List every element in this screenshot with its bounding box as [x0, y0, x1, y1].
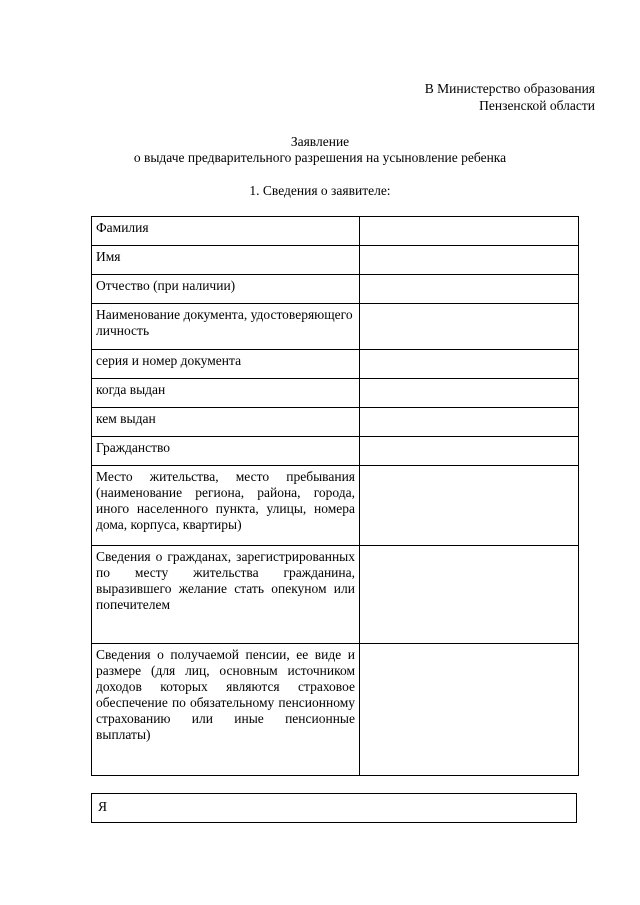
row-label-registered-persons: Сведения о гражданах, зарегистрированных по месту жительства гражданина, выразившего желание стать опекуном или попечителем: [92, 546, 360, 644]
table-row: [92, 379, 579, 408]
row-value-citizenship[interactable]: [360, 437, 579, 466]
addressee-block: [425, 80, 595, 114]
row-label-name: Имя: [92, 246, 360, 275]
table-row: [92, 546, 579, 644]
statement-field[interactable]: [91, 793, 577, 823]
row-label-series-number: серия и номер документа: [92, 350, 360, 379]
row-value-name[interactable]: [360, 246, 579, 275]
table-row: [92, 466, 579, 546]
addressee-line-1: В Министерство образования: [424, 81, 595, 96]
table-row: [92, 644, 579, 776]
applicant-info-table: [91, 216, 579, 776]
row-value-registered-persons[interactable]: [360, 546, 579, 644]
document-heading: [0, 134, 640, 166]
row-label-surname: Фамилия: [92, 217, 360, 246]
table-row: [92, 246, 579, 275]
row-label-issue-date: когда выдан: [92, 379, 360, 408]
row-value-issue-date[interactable]: [360, 379, 579, 408]
row-value-series-number[interactable]: [360, 350, 579, 379]
addressee-line-2: Пензенской области: [479, 98, 595, 113]
row-label-issued-by: кем выдан: [92, 408, 360, 437]
document-title: Заявление: [290, 134, 350, 149]
row-value-pension-info[interactable]: [360, 644, 579, 776]
section-title: 1. Сведения о заявителе:: [249, 183, 391, 198]
row-value-issued-by[interactable]: [360, 408, 579, 437]
row-value-residence[interactable]: [360, 466, 579, 546]
row-label-pension-info: Сведения о получаемой пенсии, ее виде и размере (для лиц, основным источником доходов которых являются страховое обеспечение по обязательному пенсионному страхованию или иные пенсионные выплаты): [92, 644, 360, 776]
row-value-surname[interactable]: [360, 217, 579, 246]
table-row: [92, 437, 579, 466]
row-value-id-document[interactable]: [360, 304, 579, 350]
row-label-residence: Место жительства, место пребывания (наименование региона, района, города, иного населенного пункта, улицы, номера дома, корпуса, квартиры): [92, 466, 360, 546]
statement-start-text: Я: [98, 799, 108, 814]
table-row: [92, 275, 579, 304]
document-subtitle: о выдаче предварительного разрешения на усыновление ребенка: [133, 150, 507, 165]
table-row: [92, 350, 579, 379]
row-value-patronymic[interactable]: [360, 275, 579, 304]
row-label-citizenship: Гражданство: [92, 437, 360, 466]
table-row: [92, 408, 579, 437]
row-label-patronymic: Отчество (при наличии): [92, 275, 360, 304]
row-label-id-document: Наименование документа, удостоверяющего личность: [92, 304, 360, 350]
table-row: [92, 304, 579, 350]
table-row: [92, 217, 579, 246]
